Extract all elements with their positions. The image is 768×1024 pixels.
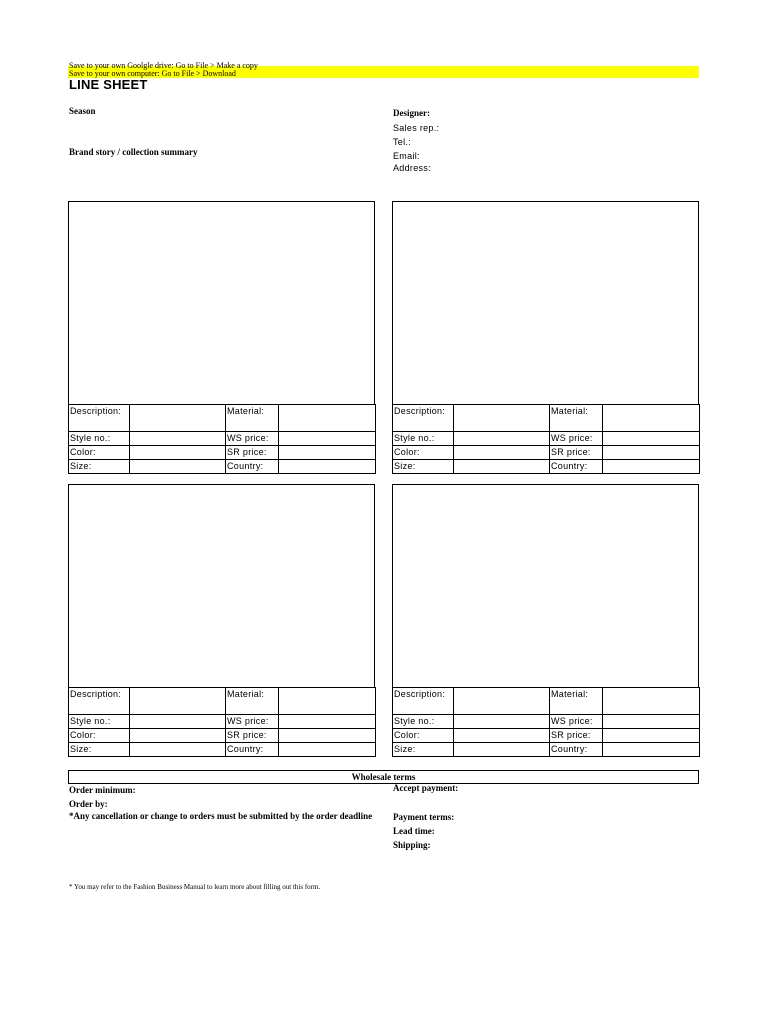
ws-price-label: WS price: bbox=[226, 432, 279, 446]
material-label: Material: bbox=[226, 688, 279, 715]
brand-story-label: Brand story / collection summary bbox=[69, 147, 198, 157]
color-field[interactable] bbox=[130, 729, 226, 743]
material-field[interactable] bbox=[603, 405, 700, 432]
ws-price-field[interactable] bbox=[279, 715, 376, 729]
sr-price-field[interactable] bbox=[279, 446, 376, 460]
product-details-table bbox=[68, 404, 376, 474]
description-field[interactable] bbox=[130, 688, 226, 715]
product-image-box[interactable] bbox=[68, 201, 375, 405]
ws-price-field[interactable] bbox=[603, 715, 700, 729]
page-title: LINE SHEET bbox=[69, 77, 148, 92]
country-label: Country: bbox=[226, 460, 279, 474]
sr-price-field[interactable] bbox=[279, 729, 376, 743]
style-no-field[interactable] bbox=[454, 432, 550, 446]
product-image-box[interactable] bbox=[68, 484, 375, 688]
wholesale-terms-header: Wholesale terms bbox=[68, 770, 699, 784]
banner-line-drive: Save to your own Goolgle drive: Go to File > Make a copy bbox=[69, 61, 258, 70]
style-no-label: Style no.: bbox=[69, 432, 130, 446]
address-label: Address: bbox=[393, 163, 431, 173]
footnote: * You may refer to the Fashion Business Manual to learn more about filling out this form. bbox=[69, 883, 321, 891]
sr-price-label: SR price: bbox=[550, 729, 603, 743]
color-field[interactable] bbox=[454, 729, 550, 743]
cancellation-note: *Any cancellation or change to orders must be submitted by the order deadline bbox=[69, 811, 373, 821]
country-label: Country: bbox=[550, 460, 603, 474]
payment-terms-label: Payment terms: bbox=[393, 812, 455, 822]
style-no-label: Style no.: bbox=[69, 715, 130, 729]
season-label: Season bbox=[69, 106, 96, 116]
shipping-label: Shipping: bbox=[393, 840, 431, 850]
order-minimum-label: Order minimum: bbox=[69, 785, 136, 795]
sr-price-label: SR price: bbox=[226, 446, 279, 460]
description-field[interactable] bbox=[130, 405, 226, 432]
description-field[interactable] bbox=[454, 688, 550, 715]
product-card bbox=[392, 201, 699, 475]
ws-price-field[interactable] bbox=[603, 432, 700, 446]
description-label: Description: bbox=[69, 688, 130, 715]
accept-payment-label: Accept payment: bbox=[393, 783, 459, 793]
material-field[interactable] bbox=[603, 688, 700, 715]
size-label: Size: bbox=[69, 460, 130, 474]
material-label: Material: bbox=[550, 688, 603, 715]
material-field[interactable] bbox=[279, 688, 376, 715]
tel-label: Tel.: bbox=[393, 137, 412, 147]
email-label: Email: bbox=[393, 151, 420, 161]
description-label: Description: bbox=[69, 405, 130, 432]
color-label: Color: bbox=[393, 446, 454, 460]
sr-price-field[interactable] bbox=[603, 729, 700, 743]
style-no-field[interactable] bbox=[130, 715, 226, 729]
size-label: Size: bbox=[69, 743, 130, 757]
size-field[interactable] bbox=[454, 743, 550, 757]
style-no-label: Style no.: bbox=[393, 715, 454, 729]
ws-price-label: WS price: bbox=[226, 715, 279, 729]
color-label: Color: bbox=[393, 729, 454, 743]
material-field[interactable] bbox=[279, 405, 376, 432]
ws-price-label: WS price: bbox=[550, 432, 603, 446]
sr-price-label: SR price: bbox=[550, 446, 603, 460]
style-no-label: Style no.: bbox=[393, 432, 454, 446]
description-label: Description: bbox=[393, 405, 454, 432]
style-no-field[interactable] bbox=[130, 432, 226, 446]
description-field[interactable] bbox=[454, 405, 550, 432]
color-field[interactable] bbox=[454, 446, 550, 460]
country-label: Country: bbox=[226, 743, 279, 757]
size-field[interactable] bbox=[130, 460, 226, 474]
product-details-table bbox=[392, 687, 700, 757]
product-details-table bbox=[392, 404, 700, 474]
sr-price-label: SR price: bbox=[226, 729, 279, 743]
product-image-box[interactable] bbox=[392, 484, 699, 688]
product-details-table bbox=[68, 687, 376, 757]
product-card bbox=[68, 484, 375, 758]
banner-line-download: Save to your own computer: Go to File > Download bbox=[69, 69, 236, 78]
size-field[interactable] bbox=[454, 460, 550, 474]
sales-rep-label: Sales rep.: bbox=[393, 123, 440, 133]
country-label: Country: bbox=[550, 743, 603, 757]
country-field[interactable] bbox=[279, 743, 376, 757]
product-image-box[interactable] bbox=[392, 201, 699, 405]
instructions-banner bbox=[68, 61, 699, 78]
lead-time-label: Lead time: bbox=[393, 826, 435, 836]
color-label: Color: bbox=[69, 729, 130, 743]
sr-price-field[interactable] bbox=[603, 446, 700, 460]
style-no-field[interactable] bbox=[454, 715, 550, 729]
size-field[interactable] bbox=[130, 743, 226, 757]
description-label: Description: bbox=[393, 688, 454, 715]
color-label: Color: bbox=[69, 446, 130, 460]
material-label: Material: bbox=[550, 405, 603, 432]
material-label: Material: bbox=[226, 405, 279, 432]
country-field[interactable] bbox=[603, 743, 700, 757]
ws-price-field[interactable] bbox=[279, 432, 376, 446]
country-field[interactable] bbox=[279, 460, 376, 474]
country-field[interactable] bbox=[603, 460, 700, 474]
product-card bbox=[392, 484, 699, 758]
product-card bbox=[68, 201, 375, 475]
order-by-label: Order by: bbox=[69, 799, 108, 809]
color-field[interactable] bbox=[130, 446, 226, 460]
size-label: Size: bbox=[393, 460, 454, 474]
ws-price-label: WS price: bbox=[550, 715, 603, 729]
designer-label: Designer: bbox=[393, 108, 430, 118]
size-label: Size: bbox=[393, 743, 454, 757]
